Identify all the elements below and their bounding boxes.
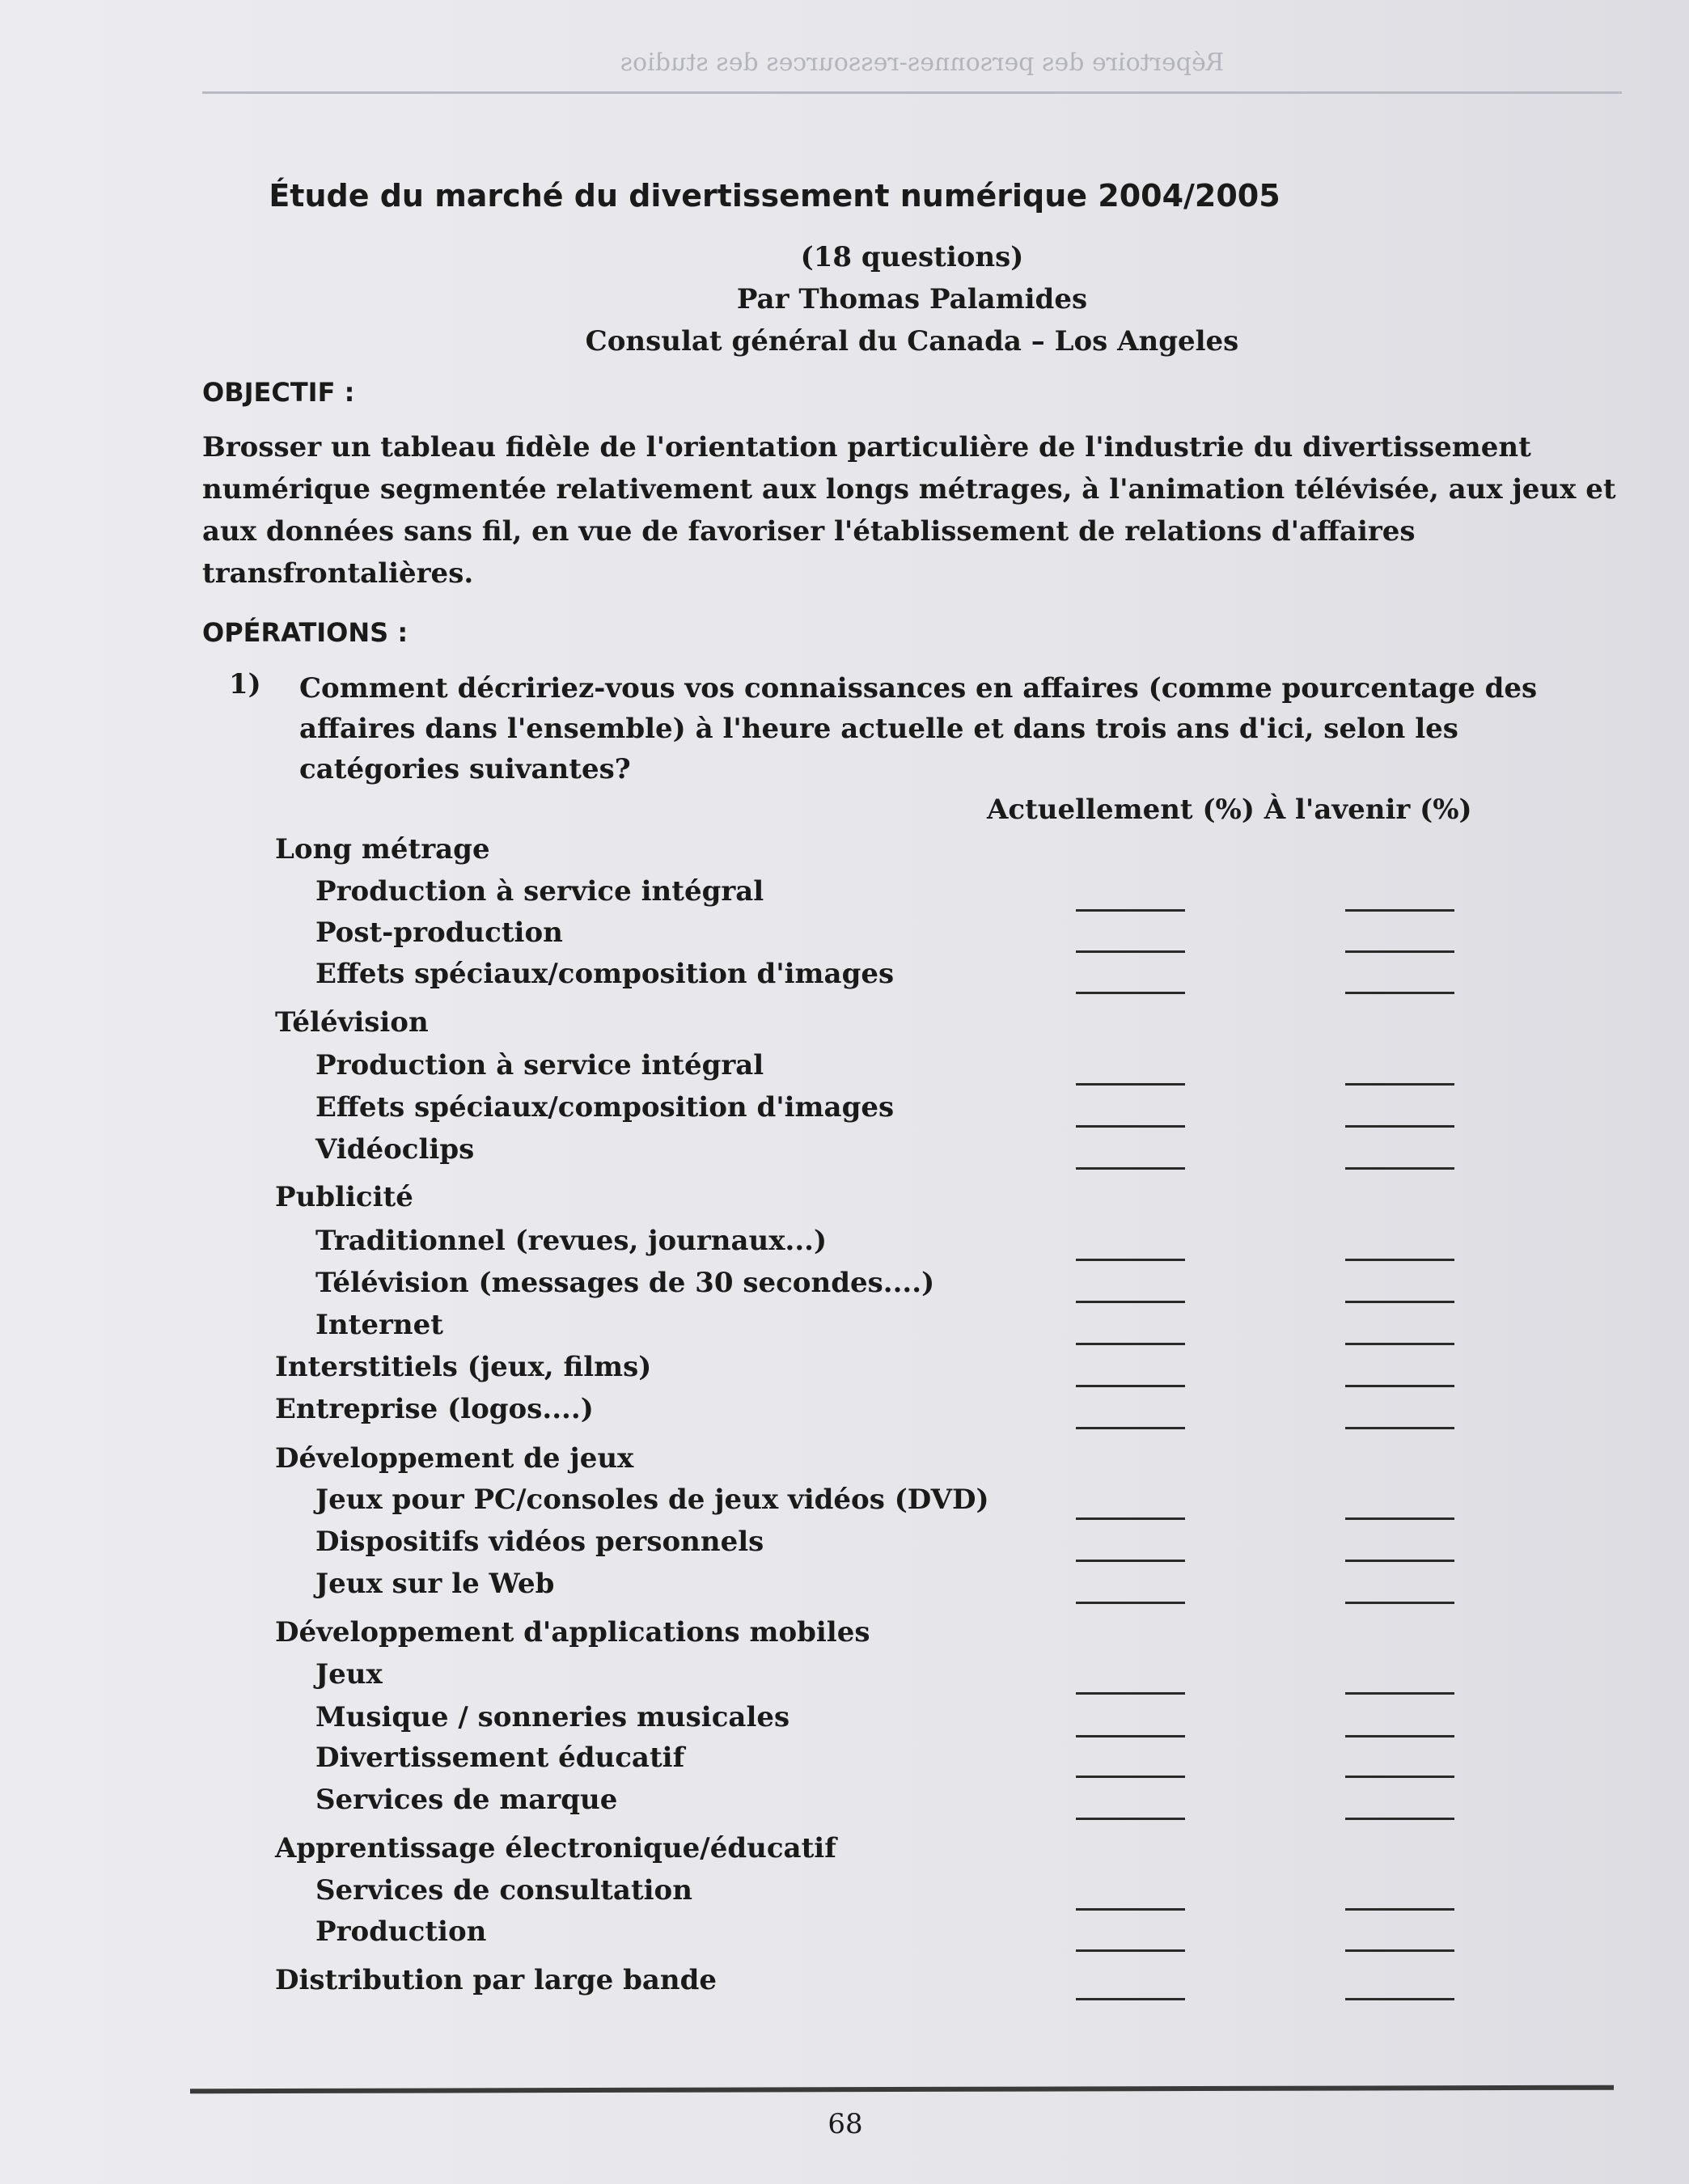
future-percent-blank[interactable] bbox=[1345, 1427, 1454, 1429]
current-percent-blank[interactable] bbox=[1076, 1735, 1185, 1737]
subcategory-label: Jeux bbox=[315, 1658, 383, 1691]
future-percent-blank[interactable] bbox=[1345, 1167, 1454, 1170]
current-percent-blank[interactable] bbox=[1076, 1602, 1185, 1604]
current-percent-blank[interactable] bbox=[1076, 1818, 1185, 1820]
objective-text: Brosser un tableau fidèle de l'orientation particulière de l'industrie du divertissement numérique segmentée relativement aux longs métrages, à l'animation télévisée, aux jeux et aux données sans fil, en vue de favoriser l'établissement de relations d'affaires transfrontalières. bbox=[202, 431, 1616, 590]
current-percent-blank[interactable] bbox=[1076, 950, 1185, 953]
document-title: Étude du marché du divertissement numérique 2004/2005 bbox=[269, 178, 1281, 214]
category-label: Développement de jeux bbox=[275, 1442, 634, 1475]
subcategory-label: Dispositifs vidéos personnels bbox=[315, 1526, 764, 1558]
objective-heading: OBJECTIF : bbox=[202, 377, 355, 408]
future-percent-blank[interactable] bbox=[1345, 1949, 1454, 1952]
subcategory-label: Jeux pour PC/consoles de jeux vidéos (DVD) bbox=[315, 1484, 989, 1516]
subcategory-label: Services de consultation bbox=[315, 1874, 692, 1907]
current-percent-blank[interactable] bbox=[1076, 1692, 1185, 1695]
future-percent-blank[interactable] bbox=[1345, 1385, 1454, 1387]
future-percent-blank[interactable] bbox=[1345, 1998, 1454, 2000]
subtitle-organization: Consulat général du Canada – Los Angeles bbox=[585, 325, 1239, 358]
question-text: Comment décririez-vous vos connaissances en affaires (comme pourcentage des affaires dans l'ensemble) à l'heure actuelle et dans trois ans d'ici, selon les catégories suivantes? bbox=[299, 672, 1538, 785]
current-percent-blank[interactable] bbox=[1076, 1125, 1185, 1128]
subcategory-label: Effets spéciaux/composition d'images bbox=[315, 1091, 895, 1124]
category-label: Télévision bbox=[275, 1006, 429, 1039]
category-label: Développement d'applications mobiles bbox=[275, 1616, 870, 1649]
subcategory-label: Musique / sonneries musicales bbox=[315, 1701, 790, 1733]
current-percent-blank[interactable] bbox=[1076, 1517, 1185, 1520]
question-number: 1) bbox=[229, 668, 261, 700]
subcategory-label: Télévision (messages de 30 secondes....) bbox=[315, 1267, 935, 1299]
operations-heading: OPÉRATIONS : bbox=[202, 617, 408, 648]
category-label: Interstitiels (jeux, films) bbox=[275, 1351, 652, 1383]
future-percent-blank[interactable] bbox=[1345, 1818, 1454, 1820]
future-percent-blank[interactable] bbox=[1345, 1343, 1454, 1345]
future-percent-blank[interactable] bbox=[1345, 1776, 1454, 1778]
future-percent-blank[interactable] bbox=[1345, 909, 1454, 912]
page-number: 68 bbox=[828, 2108, 863, 2140]
current-percent-blank[interactable] bbox=[1076, 1949, 1185, 1952]
future-percent-blank[interactable] bbox=[1345, 1259, 1454, 1261]
header-rule bbox=[202, 91, 1622, 94]
current-percent-blank[interactable] bbox=[1076, 909, 1185, 912]
category-label: Publicité bbox=[275, 1181, 413, 1213]
category-label: Apprentissage électronique/éducatif bbox=[275, 1832, 836, 1864]
future-percent-blank[interactable] bbox=[1345, 1125, 1454, 1128]
current-percent-blank[interactable] bbox=[1076, 1776, 1185, 1778]
subcategory-label: Vidéoclips bbox=[315, 1133, 475, 1166]
current-percent-blank[interactable] bbox=[1076, 992, 1185, 994]
subcategory-label: Production bbox=[315, 1915, 487, 1948]
future-percent-blank[interactable] bbox=[1345, 1692, 1454, 1695]
current-percent-blank[interactable] bbox=[1076, 1998, 1185, 2000]
future-percent-blank[interactable] bbox=[1345, 1083, 1454, 1086]
footer-rule bbox=[190, 2085, 1614, 2094]
subcategory-label: Post-production bbox=[315, 916, 563, 949]
future-percent-blank[interactable] bbox=[1345, 1735, 1454, 1737]
subcategory-label: Services de marque bbox=[315, 1784, 618, 1816]
subtitle-question-count: (18 questions) bbox=[800, 241, 1024, 273]
subcategory-label: Production à service intégral bbox=[315, 875, 764, 908]
current-percent-blank[interactable] bbox=[1076, 1560, 1185, 1562]
current-percent-blank[interactable] bbox=[1076, 1908, 1185, 1911]
future-percent-blank[interactable] bbox=[1345, 950, 1454, 953]
subcategory-label: Internet bbox=[315, 1309, 443, 1341]
future-percent-blank[interactable] bbox=[1345, 1908, 1454, 1911]
category-label: Entreprise (logos....) bbox=[275, 1393, 594, 1425]
subcategory-label: Jeux sur le Web bbox=[315, 1568, 555, 1600]
current-percent-blank[interactable] bbox=[1076, 1385, 1185, 1387]
current-percent-blank[interactable] bbox=[1076, 1083, 1185, 1086]
current-percent-blank[interactable] bbox=[1076, 1427, 1185, 1429]
category-label: Distribution par large bande bbox=[275, 1964, 718, 1996]
current-percent-blank[interactable] bbox=[1076, 1301, 1185, 1303]
current-percent-blank[interactable] bbox=[1076, 1259, 1185, 1261]
bleed-through-running-title: Répertoire des personnes-ressources des studios bbox=[620, 49, 1225, 77]
future-percent-blank[interactable] bbox=[1345, 992, 1454, 994]
subcategory-label: Effets spéciaux/composition d'images bbox=[315, 958, 895, 990]
future-percent-blank[interactable] bbox=[1345, 1560, 1454, 1562]
subcategory-label: Production à service intégral bbox=[315, 1049, 764, 1081]
column-headers: Actuellement (%) À l'avenir (%) bbox=[987, 794, 1472, 826]
future-percent-blank[interactable] bbox=[1345, 1517, 1454, 1520]
current-percent-blank[interactable] bbox=[1076, 1343, 1185, 1345]
future-percent-blank[interactable] bbox=[1345, 1301, 1454, 1303]
current-percent-blank[interactable] bbox=[1076, 1167, 1185, 1170]
subcategory-label: Divertissement éducatif bbox=[315, 1742, 685, 1774]
category-label: Long métrage bbox=[275, 833, 490, 866]
subtitle-author: Par Thomas Palamides bbox=[736, 283, 1088, 315]
future-percent-blank[interactable] bbox=[1345, 1602, 1454, 1604]
subcategory-label: Traditionnel (revues, journaux...) bbox=[315, 1225, 828, 1257]
